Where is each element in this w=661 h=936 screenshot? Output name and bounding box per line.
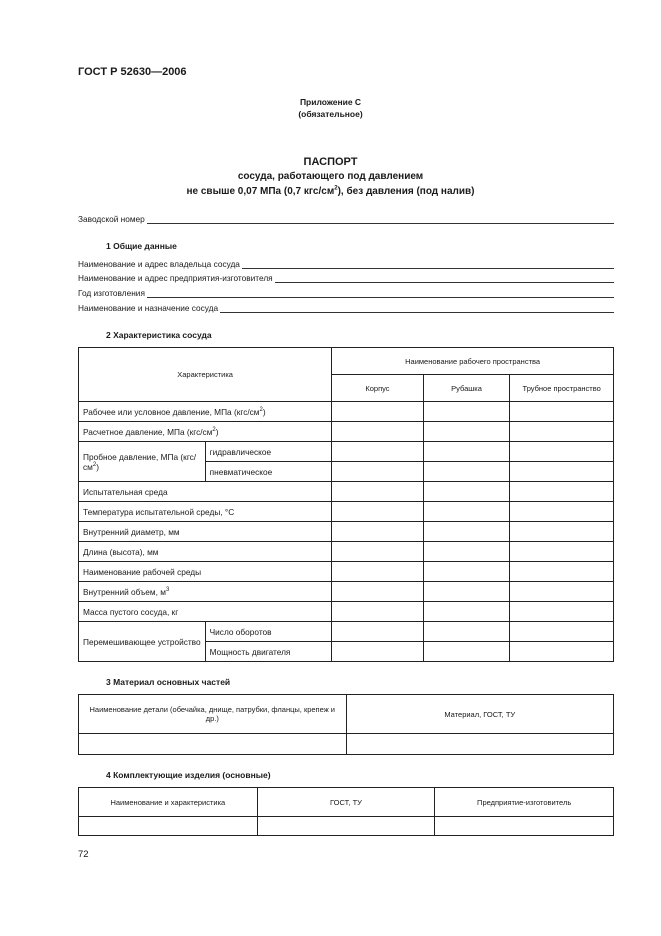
cell[interactable]: [332, 402, 424, 422]
year-field[interactable]: [78, 287, 614, 298]
row-test-medium: Испытательная среда: [79, 482, 332, 502]
row-test-pressure: Пробное давление, МПа $(кгс/см^2)$: [79, 442, 206, 482]
materials-table: [78, 694, 614, 755]
cell[interactable]: [332, 602, 424, 622]
manufacturer-field[interactable]: [78, 272, 614, 283]
cell[interactable]: [332, 542, 424, 562]
cell[interactable]: [510, 502, 614, 522]
cell[interactable]: [510, 522, 614, 542]
cell[interactable]: [510, 402, 614, 422]
section-4-title: 4 Комплектующие изделия (основные): [106, 770, 271, 780]
row-pneumatic: пневматическое: [205, 462, 332, 482]
cell[interactable]: [510, 542, 614, 562]
row-mass: Масса пустого сосуда, кг: [79, 602, 332, 622]
row-volume: Внутренний объем, $м^3$: [79, 582, 332, 602]
row-inner-diameter: Внутренний диаметр, мм: [79, 522, 332, 542]
cell[interactable]: [332, 442, 424, 462]
header-name-spec: Наименование и характеристика: [79, 788, 258, 817]
header-jacket: Рубашка: [423, 375, 510, 402]
cell[interactable]: [423, 502, 510, 522]
row-work-medium: Наименование рабочей среды: [79, 562, 332, 582]
cell[interactable]: [332, 482, 424, 502]
vessel-characteristics-table: [78, 347, 614, 662]
owner-field[interactable]: [78, 258, 614, 269]
field-label: Год изготовления: [78, 288, 145, 298]
cell[interactable]: [510, 602, 614, 622]
cell[interactable]: [332, 502, 424, 522]
header-part-name: Наименование детали (обечайка, днище, патрубки, фланцы, крепеж и др.): [79, 695, 347, 734]
row-motor-power: Мощность двигателя: [205, 642, 332, 662]
cell[interactable]: [332, 422, 424, 442]
field-label: Наименование и адрес предприятия-изготовителя: [78, 273, 273, 283]
cell[interactable]: [257, 817, 435, 836]
cell[interactable]: [423, 442, 510, 462]
appendix-subtitle: (обязательное): [298, 109, 363, 119]
header-tube-space: Трубное пространство: [510, 375, 614, 402]
cell[interactable]: [346, 734, 613, 755]
cell[interactable]: [423, 462, 510, 482]
row-hydraulic: гидравлическое: [205, 442, 332, 462]
header-working-space: Наименование рабочего пространства: [332, 348, 614, 375]
cell[interactable]: [79, 734, 347, 755]
cell[interactable]: [510, 582, 614, 602]
document-header: ГОСТ Р 52630—2006: [78, 66, 187, 78]
cell[interactable]: [79, 817, 258, 836]
cell[interactable]: [423, 642, 510, 662]
cell[interactable]: [510, 642, 614, 662]
field-label: Наименование и назначение сосуда: [78, 303, 219, 313]
header-manufacturer: Предприятие-изготовитель: [435, 788, 614, 817]
cell[interactable]: [423, 562, 510, 582]
cell[interactable]: [423, 402, 510, 422]
page-number: 72: [78, 849, 89, 860]
cell[interactable]: [510, 482, 614, 502]
cell[interactable]: [510, 562, 614, 582]
section-3-title: 3 Материал основных частей: [106, 677, 231, 687]
cell[interactable]: [332, 522, 424, 542]
header-gost: ГОСТ, ТУ: [257, 788, 435, 817]
cell[interactable]: [332, 562, 424, 582]
cell[interactable]: [510, 422, 614, 442]
cell[interactable]: [423, 542, 510, 562]
cell[interactable]: [510, 442, 614, 462]
cell[interactable]: [435, 817, 614, 836]
cell[interactable]: [332, 622, 424, 642]
passport-title: ПАСПОРТ: [303, 156, 358, 168]
cell[interactable]: [423, 522, 510, 542]
header-body: Корпус: [332, 375, 424, 402]
passport-line2: не свыше 0,07 МПа (0,7 кгс/$см^2$), без давления (под налив): [186, 185, 475, 197]
cell[interactable]: [510, 462, 614, 482]
row-calc-pressure: Расчетное давление, МПа $(кгс/см^2)$: [79, 422, 332, 442]
serial-number-field[interactable]: [78, 213, 614, 224]
cell[interactable]: [423, 482, 510, 502]
cell[interactable]: [423, 582, 510, 602]
cell[interactable]: [332, 642, 424, 662]
components-table: [78, 787, 614, 836]
row-test-temp: Температура испытательной среды, °С: [79, 502, 332, 522]
cell[interactable]: [423, 422, 510, 442]
passport-line1: сосуда, работающего под давлением: [237, 171, 424, 182]
section-2-title: 2 Характеристика сосуда: [106, 330, 212, 340]
vessel-purpose-field[interactable]: [78, 302, 614, 313]
row-working-pressure: Рабочее или условное давление, МПа $(кгс/см^2)$: [79, 402, 332, 422]
cell[interactable]: [332, 462, 424, 482]
cell[interactable]: [510, 622, 614, 642]
cell[interactable]: [332, 582, 424, 602]
appendix-title: Приложение С: [299, 97, 362, 107]
header-material: Материал, ГОСТ, ТУ: [346, 695, 613, 734]
row-mixer: Перемешивающее устройство: [79, 622, 206, 662]
cell[interactable]: [423, 622, 510, 642]
row-length: Длина (высота), мм: [79, 542, 332, 562]
cell[interactable]: [423, 602, 510, 622]
serial-label: Заводской номер: [78, 214, 145, 224]
field-label: Наименование и адрес владельца сосуда: [78, 259, 240, 269]
section-1-title: 1 Общие данные: [106, 241, 177, 251]
header-characteristic: Характеристика: [79, 348, 332, 402]
row-rpm: Число оборотов: [205, 622, 332, 642]
